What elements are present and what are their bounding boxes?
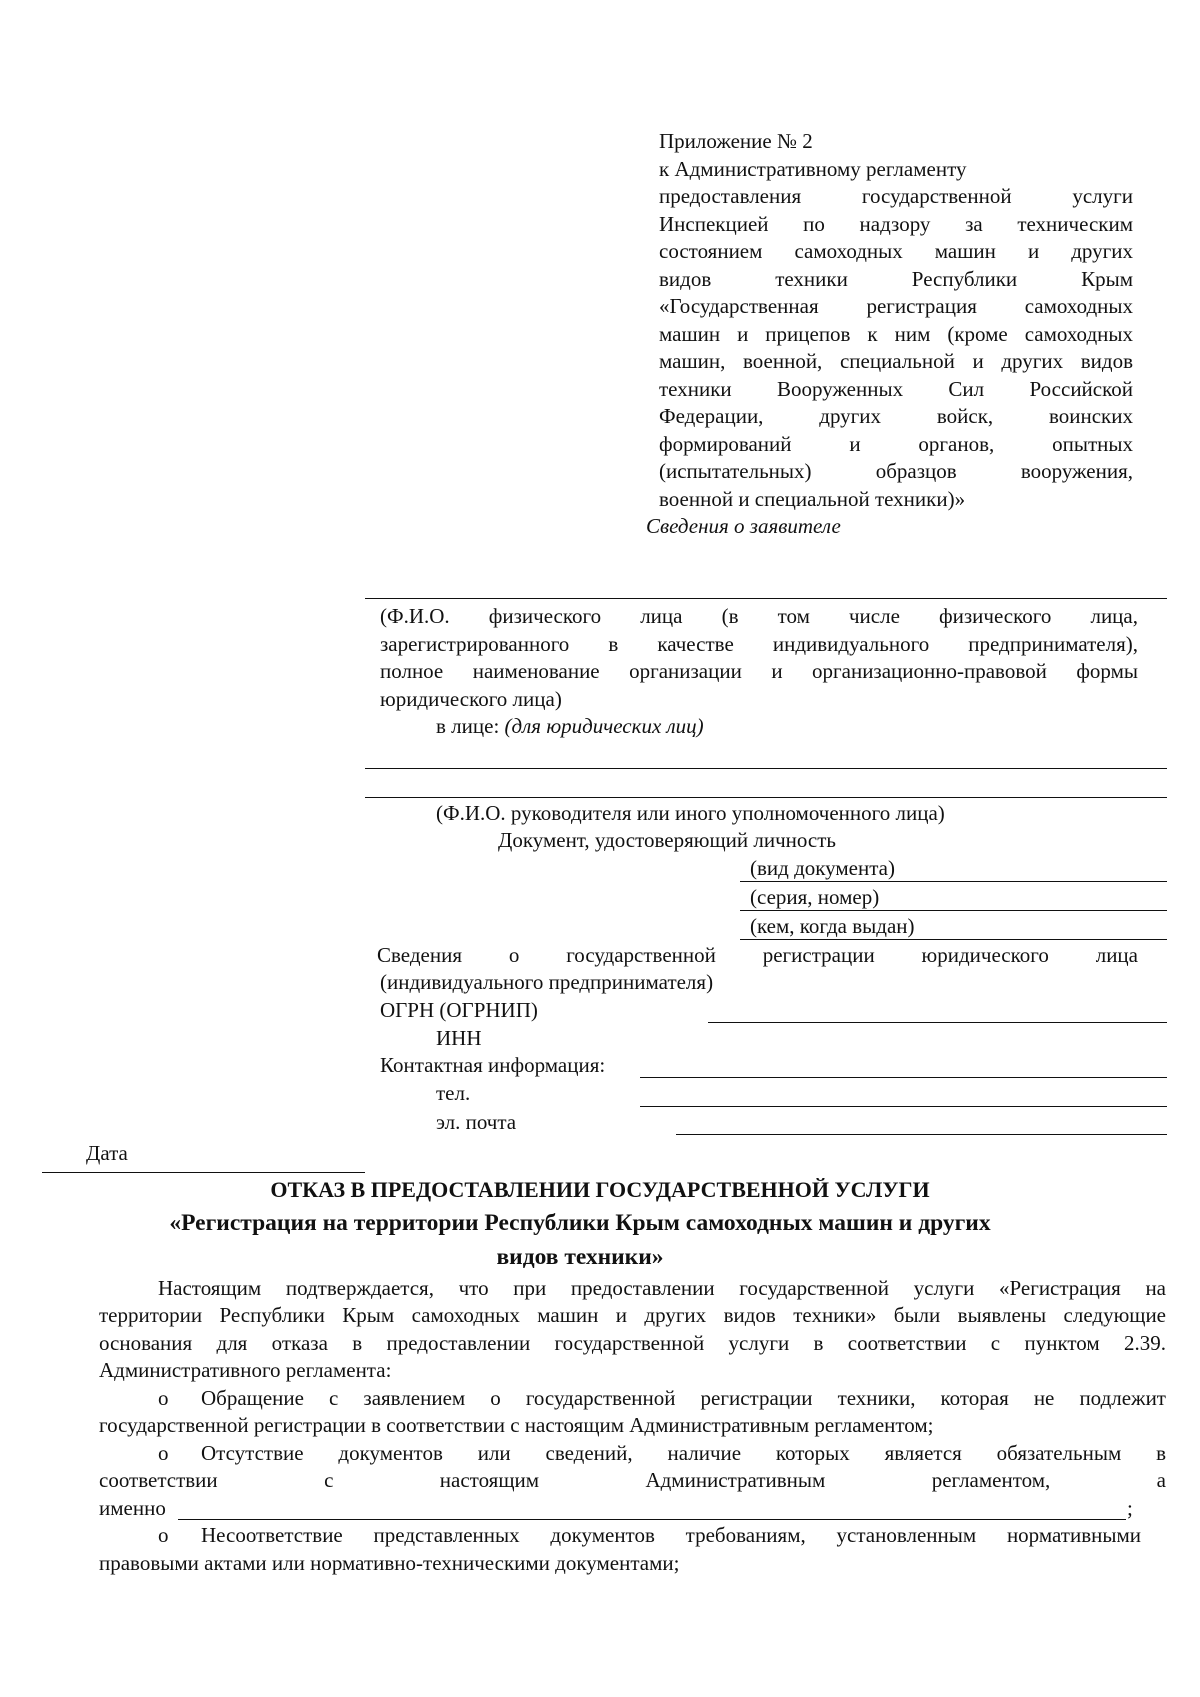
refusal-reason-2: Отсутствие документов или сведений, наличие которых является обязательным в [201,1441,1166,1465]
intro-line: территории Республики Крым самоходных машин и других видов техники» были выявлены следующие [99,1303,1166,1327]
fio-caption-line: (Ф.И.О. физического лица (в том числе физического лица, [380,604,1138,628]
doc-issued-field[interactable] [740,939,1167,940]
appendix-line: Федерации, других войск, воинских [659,404,1133,428]
service-name-title-2: видов техники» [496,1244,664,1270]
phone-field[interactable] [640,1106,1167,1107]
phone-label: тел. [436,1081,471,1105]
date-label: Дата [86,1141,128,1165]
appendix-line: техники Вооруженных Сил Российской [659,377,1133,401]
in-person-label: в лице: [436,714,500,738]
email-label: эл. почта [436,1110,517,1134]
bullet-marker: o [158,1386,169,1410]
applicant-info-subtitle: Сведения о заявителе [646,514,841,538]
refusal-reason-3: Несоответствие представленных документов требованиям, установленным нормативными [201,1523,1141,1547]
doc-type-field[interactable] [740,881,1167,882]
registration-info: Сведения о государственной регистрации юридического лица [377,943,1138,967]
appendix-line: Инспекцией по надзору за техническим [659,212,1133,236]
appendix-line: к Административному регламенту [659,157,967,181]
refusal-reason-2-prefix: именно [99,1496,166,1520]
doc-series-field[interactable] [740,910,1167,911]
bullet-marker: o [158,1523,169,1547]
id-document-title: Документ, удостоверяющий личность [498,828,836,852]
in-person-note: (для юридических лиц) [504,714,704,738]
appendix-line: военной и специальной техники)» [659,487,966,511]
appendix-line: Приложение № 2 [659,129,813,153]
email-field[interactable] [676,1134,1167,1135]
doc-series-caption: (серия, номер) [750,885,880,909]
ogrn-label: ОГРН (ОГРНИП) [380,998,538,1022]
appendix-line: «Государственная регистрация самоходных [659,294,1133,318]
appendix-line: предоставления государственной услуги [659,184,1133,208]
registration-info-2: (индивидуального предпринимателя) [380,970,714,994]
bullet-marker: o [158,1441,169,1465]
appendix-line: машин и прицепов к ним (кроме самоходных [659,322,1133,346]
date-field[interactable] [42,1172,365,1173]
applicant-name-line[interactable] [365,598,1167,599]
refusal-reason-1: Обращение с заявлением о государственной регистрации техники, которая не подлежит [201,1386,1166,1410]
appendix-line: состоянием самоходных машин и других [659,239,1133,263]
inn-label: ИНН [436,1026,482,1050]
fio-caption-line: зарегистрированного в качестве индивидуального предпринимателя), [380,632,1138,656]
refusal-reason-1-cont: государственной регистрации в соответствии с настоящим Административным регламентом; [99,1413,934,1437]
representative-line-2[interactable] [365,797,1167,798]
head-fio-caption: (Ф.И.О. руководителя или иного уполномоченного лица) [436,801,945,825]
appendix-line: машин, военной, специальной и других видов [659,349,1133,373]
doc-issued-caption: (кем, когда выдан) [750,914,915,938]
representative-line[interactable] [365,768,1167,769]
service-name-title: «Регистрация на территории Республики Крым самоходных машин и других [169,1210,991,1236]
contacts-label: Контактная информация: [380,1053,606,1077]
refusal-reason-2-cont: соответствии с настоящим Административным регламентом, а [99,1468,1166,1492]
in-person-row [436,713,704,741]
intro-line: Административного регламента: [99,1358,392,1382]
intro-line: Настоящим подтверждается, что при предоставлении государственной услуги «Регистрация на [158,1276,1166,1300]
missing-documents-field[interactable] [178,1519,1126,1520]
refusal-title: ОТКАЗ В ПРЕДОСТАВЛЕНИИ ГОСУДАРСТВЕННОЙ УСЛУГИ [270,1177,930,1202]
inn-field[interactable] [640,1077,1167,1078]
fio-caption-line: полное наименование организации и организационно-правовой формы [380,659,1138,683]
appendix-line: формирований и органов, опытных [659,432,1133,456]
refusal-reason-3-cont: правовыми актами или нормативно-техническими документами; [99,1551,680,1575]
refusal-reason-2-suffix: ; [1127,1496,1133,1520]
appendix-line: видов техники Республики Крым [659,267,1133,291]
fio-caption-line: юридического лица) [380,687,562,711]
appendix-line: (испытательных) образцов вооружения, [659,459,1133,483]
doc-type-caption: (вид документа) [750,856,895,880]
intro-line: основания для отказа в предоставлении государственной услуги в соответствии с пунктом 2.39. [99,1331,1166,1355]
ogrn-field[interactable] [708,1022,1167,1023]
